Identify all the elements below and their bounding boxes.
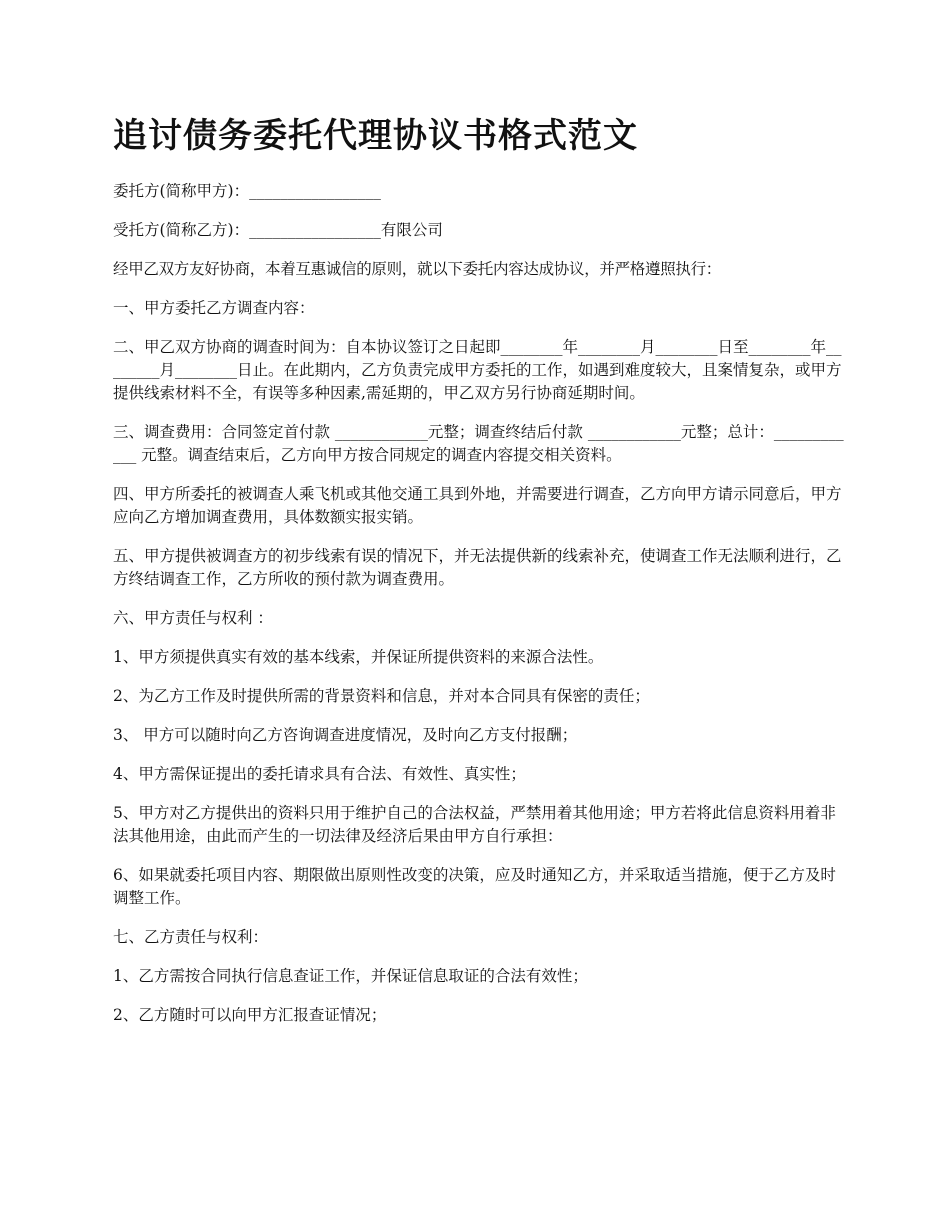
section-7-heading: 七、乙方责任与权利： (113, 928, 269, 946)
section-3-paragraph: 三、调查费用：合同签定首付款 ____________元整；调查终结后付款 ____________元整；总计：____________ 元整。调查结束后，乙方向甲方按合同规定的调查内容提交相关资料。 (113, 423, 844, 464)
section-6-heading: 六、甲方责任与权利 ： (113, 609, 273, 627)
party-a-item-4: 4、甲方需保证提出的委托请求具有合法、有效性、真实性； (113, 765, 526, 783)
section-4-paragraph: 四、甲方所委托的被调查人乘飞机或其他交通工具到外地，并需要进行调查，乙方向甲方请示同意后，甲方应向乙方增加调查费用，具体数额实报实销。 (113, 485, 842, 526)
document-title: 追讨债务委托代理协议书格式范文 (113, 116, 638, 156)
party-a-item-2: 2、为乙方工作及时提供所需的背景资料和信息，并对本合同具有保密的责任； (113, 687, 650, 705)
party-a-item-1: 1、甲方须提供真实有效的基本线索，并保证所提供资料的来源合法性。 (113, 648, 604, 666)
party-a-item-6: 6、如果就委托项目内容、期限做出原则性改变的决策，应及时通知乙方，并采取适当措施，便于乙方及时调整工作。 (113, 866, 836, 907)
party-b-item-1: 1、乙方需按合同执行信息查证工作，并保证信息取证的合法有效性； (113, 967, 588, 985)
document-body (113, 180, 848, 1043)
section-1-heading: 一、甲方委托乙方调查内容： (113, 299, 315, 317)
section-5-paragraph: 五、甲方提供被调查方的初步线索有误的情况下，并无法提供新的线索补充，使调查工作无法顺利进行，乙方终结调查工作，乙方所收的预付款为调查费用。 (113, 547, 842, 588)
party-a-item-3: 3、 甲方可以随时向乙方咨询调查进度情况，及时向乙方支付报酬； (113, 726, 578, 744)
client-party-line: 委托方(简称甲方)：_________________ (113, 182, 381, 200)
party-b-item-2: 2、乙方随时可以向甲方汇报查证情况； (113, 1006, 387, 1024)
agent-party-line: 受托方(简称乙方)：_________________有限公司 (113, 221, 443, 239)
section-2-paragraph: 二、甲乙双方协商的调查时间为：自本协议签订之日起即________年________月________日至________年________月________日止。在此期内，乙方负责完成甲方委托的工作，如遇到难度较大，且案情复杂，或甲方提供线索材料不全，有误等多种因素,需延期的，甲乙双方另行协商延期时间。 (113, 338, 842, 402)
preamble-paragraph: 经甲乙双方友好协商，本着互惠诚信的原则，就以下委托内容达成协议，并严格遵照执行： (113, 260, 722, 278)
party-a-item-5: 5、甲方对乙方提供出的资料只用于维护自己的合法权益，严禁用着其他用途；甲方若将此信息资料用着非法其他用途，由此而产生的一切法律及经济后果由甲方自行承担： (113, 804, 836, 845)
